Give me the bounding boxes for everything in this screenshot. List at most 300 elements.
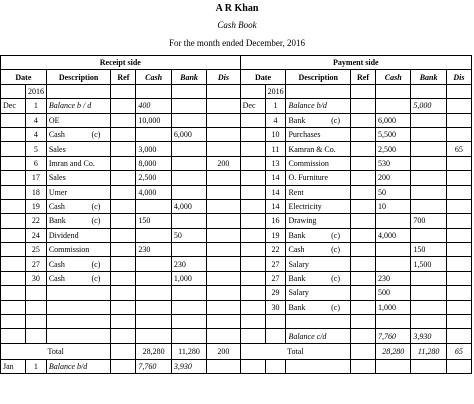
- entry-cash: 500: [376, 286, 411, 300]
- ledger-row: [1, 99, 472, 113]
- ledger-row: [1, 286, 472, 300]
- total-receipt-dis: 200: [207, 343, 240, 359]
- entry-month: [240, 257, 265, 271]
- ledger-row: [1, 257, 472, 271]
- payment-side-header: Payment side: [240, 56, 471, 70]
- cf-day: 1: [26, 359, 47, 373]
- entry-ref: [111, 257, 136, 271]
- entry-month: [1, 271, 26, 285]
- entry-bank: [411, 156, 446, 170]
- contra-marker: [100, 245, 108, 254]
- entry-description-text: Drawing: [288, 216, 317, 226]
- entry-bank: [171, 329, 206, 343]
- entry-bank: 1,000: [171, 271, 206, 285]
- entry-day: 19: [26, 199, 47, 213]
- contra-marker: [340, 130, 348, 139]
- ledger-row: [1, 300, 472, 314]
- entry-cash: 50: [376, 185, 411, 199]
- cf-description: Balance b/d: [46, 359, 111, 373]
- entry-cash: [136, 84, 171, 98]
- entry-description-text: Kamran & Co.: [288, 144, 336, 154]
- entry-description: [286, 228, 351, 242]
- contra-marker: (c): [91, 202, 101, 212]
- cf-bank: 3,930: [171, 359, 206, 373]
- contra-marker: (c): [91, 216, 101, 226]
- entry-bank: [411, 171, 446, 185]
- entry-month: [1, 113, 26, 127]
- receipt-side-header: Receipt side: [1, 56, 241, 70]
- entry-day: 18: [26, 185, 47, 199]
- entry-description: [46, 113, 111, 127]
- entry-ref: [111, 113, 136, 127]
- entry-ref: [351, 257, 376, 271]
- entry-description-text: Imran and Co.: [48, 158, 95, 168]
- cash-book-table: [0, 55, 472, 374]
- entry-month: [240, 271, 265, 285]
- entry-description-text: Umer: [48, 187, 68, 197]
- entry-bank: [171, 113, 206, 127]
- entry-discount: [207, 185, 240, 199]
- entry-description-text: Bank: [288, 230, 306, 240]
- entry-bank: [411, 286, 446, 300]
- entry-bank: [411, 228, 446, 242]
- entry-ref: [351, 199, 376, 213]
- entry-month: [240, 84, 265, 98]
- entry-day: [265, 329, 286, 343]
- entry-ref: [351, 329, 376, 343]
- entry-cash: 2,500: [136, 171, 171, 185]
- entry-month: Dec: [240, 99, 265, 113]
- entry-bank: 5,000: [411, 99, 446, 113]
- entry-bank: [171, 300, 206, 314]
- entry-description: [286, 286, 351, 300]
- entry-ref: [351, 286, 376, 300]
- entry-month: [1, 84, 26, 98]
- entry-discount: [446, 329, 471, 343]
- entry-description: [46, 271, 111, 285]
- entry-description-text: Cash: [48, 130, 65, 140]
- entry-month: [1, 142, 26, 156]
- contra-marker: [100, 101, 108, 110]
- entry-description-text: OE: [48, 115, 60, 125]
- contra-marker: (c): [331, 274, 341, 284]
- entry-description: [286, 243, 351, 257]
- contra-marker: [340, 288, 348, 297]
- entry-cash: 10,000: [136, 113, 171, 127]
- entry-cash: 530: [376, 156, 411, 170]
- entry-ref: [351, 214, 376, 228]
- entry-cash: 4,000: [376, 228, 411, 242]
- entry-ref: [111, 171, 136, 185]
- cf-month: Jan: [1, 359, 26, 373]
- entry-description: [46, 300, 111, 314]
- entry-bank: [171, 156, 206, 170]
- entry-discount: [446, 300, 471, 314]
- entry-bank: [411, 84, 446, 98]
- entry-discount: [446, 315, 471, 329]
- entry-month: [240, 315, 265, 329]
- entry-description: [46, 329, 111, 343]
- entry-discount: [207, 171, 240, 185]
- entry-bank: [411, 199, 446, 213]
- entry-description: [46, 127, 111, 141]
- book-title: Cash Book: [217, 20, 257, 30]
- entry-description-text: Cash: [48, 259, 65, 269]
- entry-cash: [136, 300, 171, 314]
- entry-day: 4: [265, 113, 286, 127]
- entry-ref: [351, 113, 376, 127]
- entry-month: [1, 300, 26, 314]
- entry-description: [286, 214, 351, 228]
- entry-month: [1, 171, 26, 185]
- entry-discount: 200: [207, 156, 240, 170]
- entry-cash: [136, 257, 171, 271]
- entry-ref: [351, 300, 376, 314]
- entry-ref: [111, 199, 136, 213]
- entry-ref: [351, 127, 376, 141]
- entry-month: [240, 214, 265, 228]
- entry-ref: [111, 286, 136, 300]
- contra-marker: (c): [91, 130, 101, 140]
- entry-ref: [351, 185, 376, 199]
- period-label: For the month ended December, 2016: [168, 38, 306, 48]
- entry-description: [286, 171, 351, 185]
- entry-description: [46, 185, 111, 199]
- entry-description: [286, 300, 351, 314]
- entry-discount: [446, 199, 471, 213]
- entry-bank: 6,000: [171, 127, 206, 141]
- entry-day: 11: [265, 142, 286, 156]
- entry-description-text: Balance b / d: [48, 101, 92, 111]
- entry-description: [46, 142, 111, 156]
- entry-description: [46, 199, 111, 213]
- entry-description-text: Rent: [288, 187, 304, 197]
- ledger-row: [1, 214, 472, 228]
- entry-day: 30: [26, 271, 47, 285]
- ledger-row: [1, 271, 472, 285]
- total-label: Total: [1, 343, 111, 359]
- contra-marker: [340, 173, 348, 182]
- entry-discount: [446, 156, 471, 170]
- entry-bank: 50: [171, 228, 206, 242]
- entry-discount: [207, 127, 240, 141]
- entry-ref: [111, 84, 136, 98]
- entry-description-text: Cash: [288, 245, 305, 255]
- contra-marker: (c): [91, 259, 101, 269]
- contra-marker: (c): [331, 245, 341, 255]
- entry-cash: [136, 127, 171, 141]
- contra-marker: [340, 202, 348, 211]
- entry-cash: 4,000: [136, 185, 171, 199]
- entry-month: [1, 243, 26, 257]
- entry-description-text: Commission: [288, 158, 329, 168]
- entry-description-text: Balance b/d: [288, 101, 327, 111]
- contra-marker: (c): [331, 230, 341, 240]
- entry-description-text: Cash: [48, 202, 65, 212]
- entry-ref: [351, 142, 376, 156]
- entry-description: [286, 127, 351, 141]
- contra-marker: [340, 159, 348, 168]
- entry-cash: 3,000: [136, 142, 171, 156]
- entry-discount: 65: [446, 142, 471, 156]
- entry-bank: [171, 99, 206, 113]
- entry-day: 1: [265, 99, 286, 113]
- entry-month: [1, 286, 26, 300]
- entry-day: 30: [265, 300, 286, 314]
- entry-day: 14: [265, 171, 286, 185]
- entry-bank: [411, 113, 446, 127]
- contra-marker: (c): [331, 302, 341, 312]
- entry-day: 4: [26, 113, 47, 127]
- ledger-row: [1, 127, 472, 141]
- entry-bank: [171, 171, 206, 185]
- entry-bank: 230: [171, 257, 206, 271]
- entry-description-text: Bank: [288, 274, 306, 284]
- entry-month: [1, 228, 26, 242]
- entry-month: [1, 214, 26, 228]
- entry-discount: [446, 243, 471, 257]
- entry-description-text: Salary: [288, 288, 309, 298]
- contra-marker: (c): [331, 115, 341, 125]
- entry-discount: [207, 257, 240, 271]
- ledger-row: [1, 142, 472, 156]
- entry-description: [286, 257, 351, 271]
- entry-ref: [111, 228, 136, 242]
- entry-day: 19: [265, 228, 286, 242]
- entry-discount: [207, 228, 240, 242]
- entry-cash: 8,000: [136, 156, 171, 170]
- entry-cash: [136, 329, 171, 343]
- entry-day: 2016: [26, 84, 47, 98]
- entry-description-text: Dividend: [48, 230, 79, 240]
- entry-description-text: Bank: [288, 115, 306, 125]
- ledger-row: [1, 171, 472, 185]
- entry-cash: [136, 228, 171, 242]
- entry-description: [46, 214, 111, 228]
- entry-description-text: Sales: [48, 173, 66, 183]
- contra-marker: [100, 231, 108, 240]
- ledger-row: [1, 84, 472, 98]
- entry-discount: [207, 214, 240, 228]
- entry-description-text: Purchases: [288, 130, 321, 140]
- entry-bank: [171, 214, 206, 228]
- entry-day: 27: [265, 257, 286, 271]
- entry-description-text: Balance c/d: [288, 331, 327, 341]
- entry-day: 14: [265, 199, 286, 213]
- entry-cash: [376, 214, 411, 228]
- entry-ref: [111, 142, 136, 156]
- entry-discount: [207, 329, 240, 343]
- entry-discount: [446, 127, 471, 141]
- entry-ref: [111, 243, 136, 257]
- entry-bank: 3,930: [411, 329, 446, 343]
- entry-ref: [351, 156, 376, 170]
- entry-cash: [376, 99, 411, 113]
- entry-cash: [136, 315, 171, 329]
- owner-name: A R Khan: [215, 3, 259, 14]
- entry-ref: [351, 171, 376, 185]
- entry-month: [1, 127, 26, 141]
- entry-bank: [411, 142, 446, 156]
- entry-discount: [446, 286, 471, 300]
- entry-day: 27: [26, 257, 47, 271]
- entry-description: [46, 99, 111, 113]
- entry-month: [1, 156, 26, 170]
- carry-forward-row: [1, 359, 472, 373]
- col-date: Date: [1, 70, 47, 84]
- entry-discount: [207, 286, 240, 300]
- entry-day: 5: [26, 142, 47, 156]
- entry-month: [240, 199, 265, 213]
- entry-description: [46, 257, 111, 271]
- entry-discount: [446, 185, 471, 199]
- entry-bank: [411, 127, 446, 141]
- entry-discount: [446, 257, 471, 271]
- entry-discount: [446, 271, 471, 285]
- entry-ref: [351, 243, 376, 257]
- entry-ref: [111, 156, 136, 170]
- entry-cash: [376, 84, 411, 98]
- entry-day: 17: [26, 171, 47, 185]
- entry-description: [286, 99, 351, 113]
- entry-bank: [171, 315, 206, 329]
- entry-month: [240, 300, 265, 314]
- entry-month: [240, 113, 265, 127]
- entry-cash: [136, 286, 171, 300]
- entry-description: [286, 142, 351, 156]
- entry-discount: [207, 199, 240, 213]
- entry-cash: [376, 257, 411, 271]
- entry-description-text: Salary: [288, 259, 309, 269]
- total-receipt-bank: 11,280: [171, 343, 206, 359]
- entry-day: 16: [265, 214, 286, 228]
- total-label: Total: [240, 343, 350, 359]
- col-ref: Ref: [111, 70, 136, 84]
- total-receipt-cash: 28,280: [136, 343, 171, 359]
- entry-ref: [111, 127, 136, 141]
- contra-marker: [340, 332, 348, 341]
- entry-day: [26, 315, 47, 329]
- entry-cash: 5,500: [376, 127, 411, 141]
- entry-day: 24: [26, 228, 47, 242]
- entry-month: [240, 228, 265, 242]
- entry-discount: [446, 99, 471, 113]
- contra-marker: (c): [91, 274, 101, 284]
- total-payment-cash: 28,280: [376, 343, 411, 359]
- col-bank: Bank: [171, 70, 206, 84]
- entry-bank: 700: [411, 214, 446, 228]
- ledger-row: [1, 156, 472, 170]
- entry-description: [286, 329, 351, 343]
- entry-discount: [207, 300, 240, 314]
- entry-ref: [111, 214, 136, 228]
- entry-month: [1, 199, 26, 213]
- entry-description: [286, 185, 351, 199]
- entry-description: [46, 171, 111, 185]
- entry-description-text: Electricity: [288, 202, 322, 212]
- entry-ref: [111, 300, 136, 314]
- entry-description-text: Commission: [48, 245, 90, 255]
- entry-bank: [171, 243, 206, 257]
- entry-cash: 2,500: [376, 142, 411, 156]
- entry-bank: [171, 286, 206, 300]
- entry-day: 2016: [265, 84, 286, 98]
- col-cash: Cash: [136, 70, 171, 84]
- entry-discount: [207, 84, 240, 98]
- entry-bank: 4,000: [171, 199, 206, 213]
- entry-bank: [171, 185, 206, 199]
- entry-day: 14: [265, 185, 286, 199]
- contra-marker: [340, 216, 348, 225]
- entry-description-text: Bank: [288, 302, 306, 312]
- entry-discount: [207, 271, 240, 285]
- contra-marker: [340, 260, 348, 269]
- entry-day: 6: [26, 156, 47, 170]
- entry-ref: [111, 329, 136, 343]
- ledger-row: [1, 329, 472, 343]
- entry-day: [26, 300, 47, 314]
- entry-description: [46, 286, 111, 300]
- entry-day: [265, 315, 286, 329]
- entry-bank: [411, 185, 446, 199]
- col-dis: Dis: [446, 70, 471, 84]
- ledger-row: [1, 185, 472, 199]
- entry-description: [286, 113, 351, 127]
- entry-bank: [171, 84, 206, 98]
- contra-marker: [100, 173, 108, 182]
- col-dis: Dis: [207, 70, 240, 84]
- entry-description: [286, 156, 351, 170]
- entry-cash: [136, 271, 171, 285]
- entry-discount: [446, 171, 471, 185]
- col-date: Date: [240, 70, 286, 84]
- entry-month: [240, 286, 265, 300]
- col-cash: Cash: [376, 70, 411, 84]
- entry-bank: 1,500: [411, 257, 446, 271]
- contra-marker: [100, 159, 108, 168]
- entry-description: [286, 84, 351, 98]
- entry-day: 1: [26, 99, 47, 113]
- entry-cash: [376, 315, 411, 329]
- total-payment-bank: 11,280: [411, 343, 446, 359]
- entry-month: [240, 127, 265, 141]
- entry-day: [26, 329, 47, 343]
- entry-discount: [446, 113, 471, 127]
- entry-description-text: Cash: [48, 274, 65, 284]
- entry-month: [1, 329, 26, 343]
- contra-marker: [340, 188, 348, 197]
- entry-month: [240, 142, 265, 156]
- entry-description-text: Sales: [48, 144, 66, 154]
- contra-marker: [340, 101, 348, 110]
- entry-description: [46, 156, 111, 170]
- entry-description: [286, 271, 351, 285]
- entry-discount: [207, 99, 240, 113]
- entry-month: [1, 315, 26, 329]
- entry-ref: [351, 84, 376, 98]
- entry-discount: [207, 113, 240, 127]
- contra-marker: [100, 188, 108, 197]
- entry-day: 25: [26, 243, 47, 257]
- entry-discount: [446, 228, 471, 242]
- ledger-row: [1, 243, 472, 257]
- entry-month: [240, 156, 265, 170]
- entry-cash: 230: [376, 271, 411, 285]
- entry-month: [1, 257, 26, 271]
- entry-description: [46, 84, 111, 98]
- entry-month: [240, 185, 265, 199]
- entry-discount: [446, 84, 471, 98]
